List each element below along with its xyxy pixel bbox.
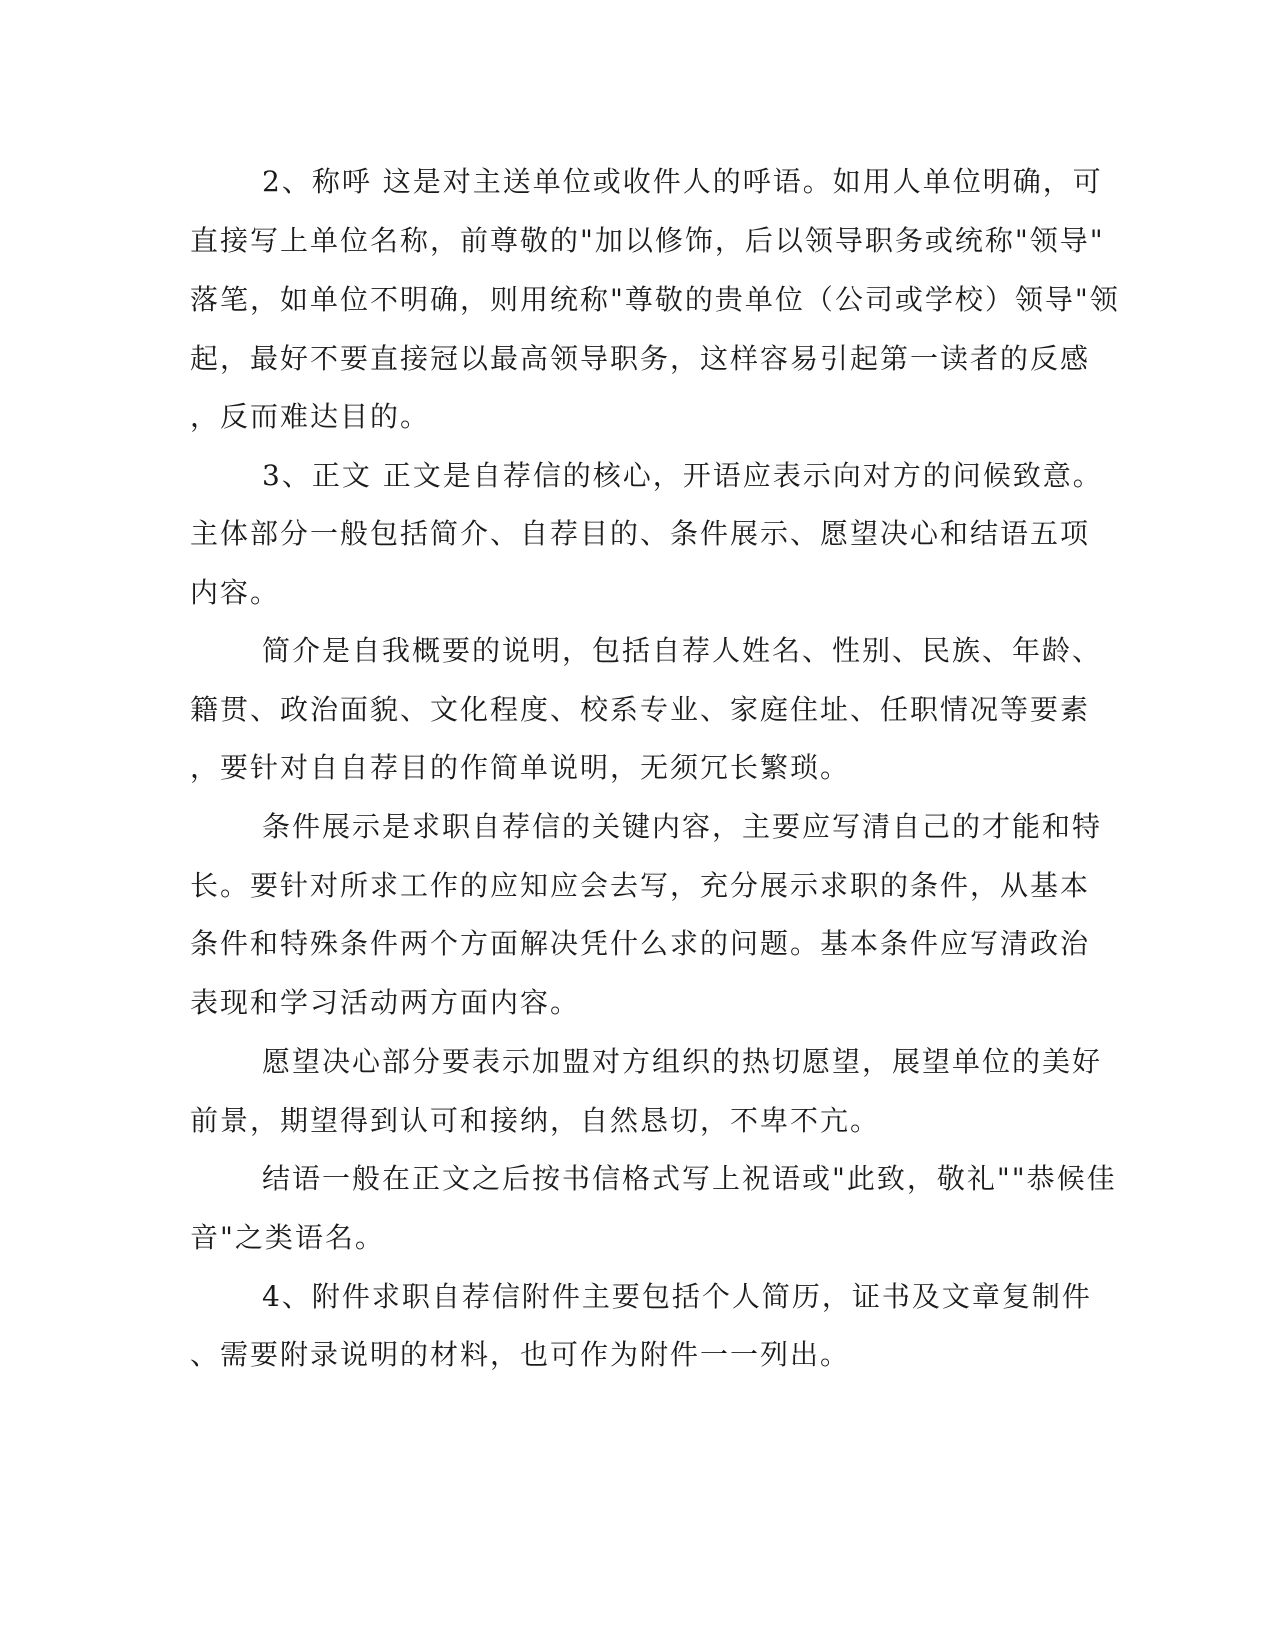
text-line: 音"之类语名。 <box>190 1221 385 1254</box>
text-line: 起，最好不要直接冠以最高领导职务，这样容易引起第一读者的反感 <box>190 342 1091 375</box>
text-line: 直接写上单位名称，前尊敬的"加以修饰，后以领导职务或统称"领导" <box>190 224 1105 257</box>
text-line: 落笔，如单位不明确，则用统称"尊敬的贵单位（公司或学校）领导"领 <box>190 283 1120 316</box>
text-line: 2、称呼 这是对主送单位或收件人的呼语。如用人单位明确，可 <box>262 165 1103 198</box>
text-line: 长。要针对所求工作的应知应会去写，充分展示求职的条件，从基本 <box>190 869 1091 902</box>
text-line: 前景，期望得到认可和接纳，自然恳切，不卑不亢。 <box>190 1104 881 1137</box>
text-line: 内容。 <box>190 576 281 609</box>
text-line: 结语一般在正文之后按书信格式写上祝语或"此致，敬礼""恭候佳 <box>262 1162 1117 1195</box>
text-line: 表现和学习活动两方面内容。 <box>190 986 581 1019</box>
text-line: 主体部分一般包括简介、自荐目的、条件展示、愿望决心和结语五项 <box>190 517 1091 550</box>
text-line: 愿望决心部分要表示加盟对方组织的热切愿望，展望单位的美好 <box>262 1045 1103 1078</box>
text-line: 籍贯、政治面貌、文化程度、校系专业、家庭住址、任职情况等要素 <box>190 693 1091 726</box>
text-line: ，要针对自自荐目的作简单说明，无须冗长繁琐。 <box>190 751 851 784</box>
text-line: 条件和特殊条件两个方面解决凭什么求的问题。基本条件应写清政治 <box>190 927 1091 960</box>
text-line: ，反而难达目的。 <box>190 400 431 433</box>
text-line: 3、正文 正文是自荐信的核心，开语应表示向对方的问候致意。 <box>262 459 1103 492</box>
text-line: 、需要附录说明的材料，也可作为附件一一列出。 <box>190 1338 851 1371</box>
text-line: 简介是自我概要的说明，包括自荐人姓名、性别、民族、年龄、 <box>262 634 1103 667</box>
text-line: 4、附件求职自荐信附件主要包括个人简历，证书及文章复制件 <box>262 1280 1092 1313</box>
text-line: 条件展示是求职自荐信的关键内容，主要应写清自己的才能和特 <box>262 810 1103 843</box>
